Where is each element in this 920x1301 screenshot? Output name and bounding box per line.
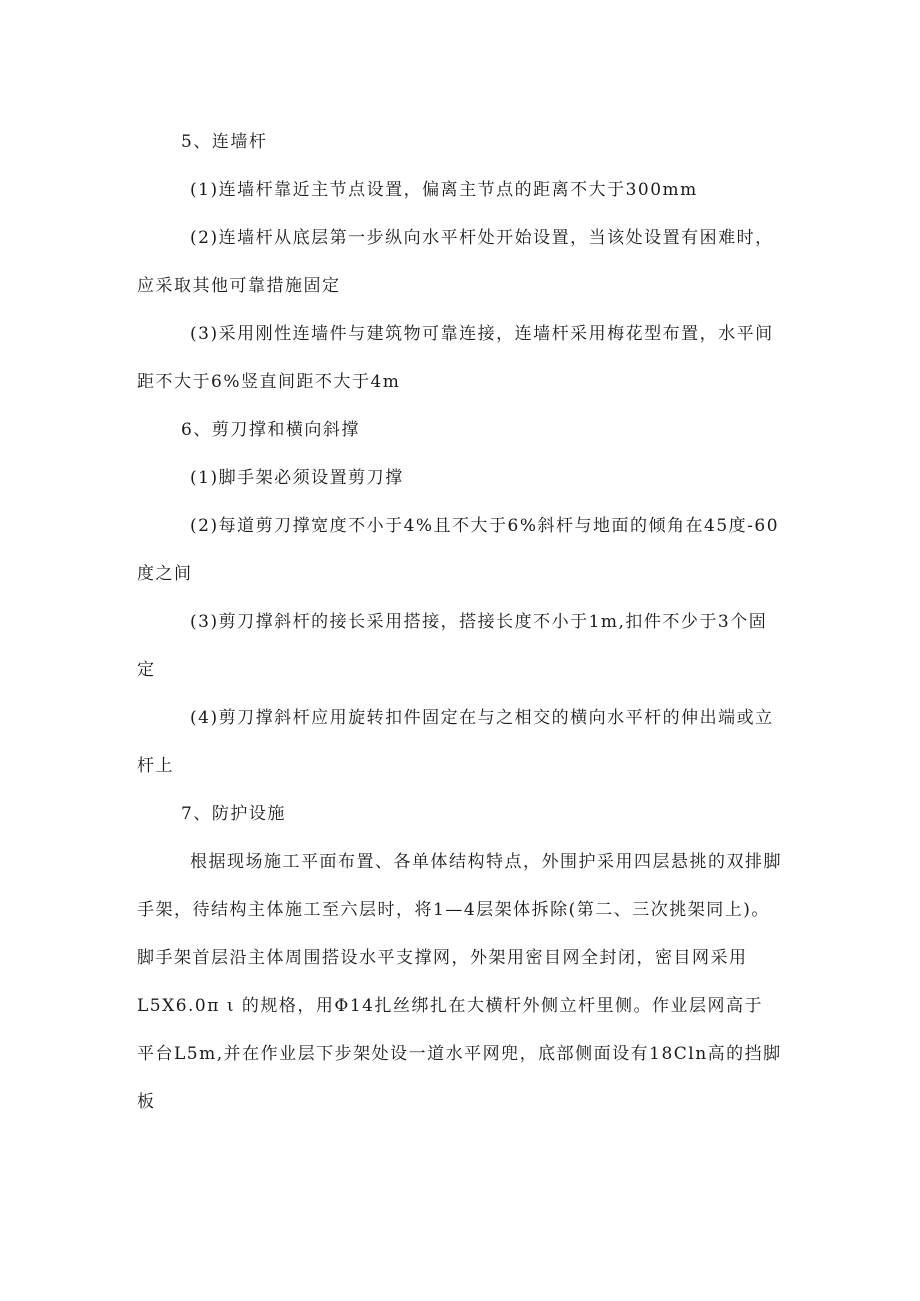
list-item-6-4-continuation: 杆上 [137, 756, 174, 776]
list-item-5-3-continuation: 距不大于6%竖直间距不大于4m [137, 372, 401, 392]
list-item-5-3: (3)采用刚性连墙件与建筑物可靠连接，连墙杆采用梅花型布置，水平间 [190, 324, 774, 344]
list-item-6-3-continuation: 定 [137, 660, 156, 680]
list-item-6-1: (1)脚手架必须设置剪刀撑 [190, 468, 404, 488]
list-item-5-2-continuation: 应采取其他可靠措施固定 [137, 276, 341, 296]
list-item-6-2-continuation: 度之间 [137, 564, 193, 584]
list-item-6-4: (4)剪刀撑斜杆应用旋转扣件固定在与之相交的横向水平杆的伸出端或立 [190, 708, 774, 728]
paragraph-line-5: 平台L5m,并在作业层下步架处设一道水平网兜，底部侧面设有18Cln高的挡脚 [137, 1044, 782, 1064]
paragraph-line-6: 板 [137, 1092, 156, 1112]
list-item-5-1: (1)连墙杆靠近主节点设置，偏离主节点的距离不大于300mm [190, 180, 698, 200]
list-item-6-2: (2)每道剪刀撑宽度不小于4%且不大于6%斜杆与地面的倾角在45度-60 [190, 516, 780, 536]
list-item-5-2: (2)连墙杆从底层第一步纵向水平杆处开始设置，当该处设置有困难时， [190, 228, 774, 248]
section-heading-6: 6、剪刀撑和横向斜撑 [181, 420, 360, 440]
section-heading-5: 5、连墙杆 [181, 132, 268, 152]
list-item-6-3: (3)剪刀撑斜杆的接长采用搭接，搭接长度不小于1m,扣件不少于3个固 [190, 612, 768, 632]
paragraph-line-4: L5X6.0π ι 的规格，用Φ14扎丝绑扎在大横杆外侧立杆里侧。作业层网高于 [137, 996, 763, 1016]
paragraph-line-2: 手架，待结构主体施工至六层时，将1—4层架体拆除(第二、三次挑架同上)。 [137, 900, 770, 920]
paragraph-line-1: 根据现场施工平面布置、各单体结构特点，外围护采用四层悬挑的双排脚 [190, 852, 782, 872]
paragraph-line-3: 脚手架首层沿主体周围搭设水平支撑网，外架用密目网全封闭，密目网采用 [137, 948, 748, 968]
section-heading-7: 7、防护设施 [181, 804, 286, 824]
